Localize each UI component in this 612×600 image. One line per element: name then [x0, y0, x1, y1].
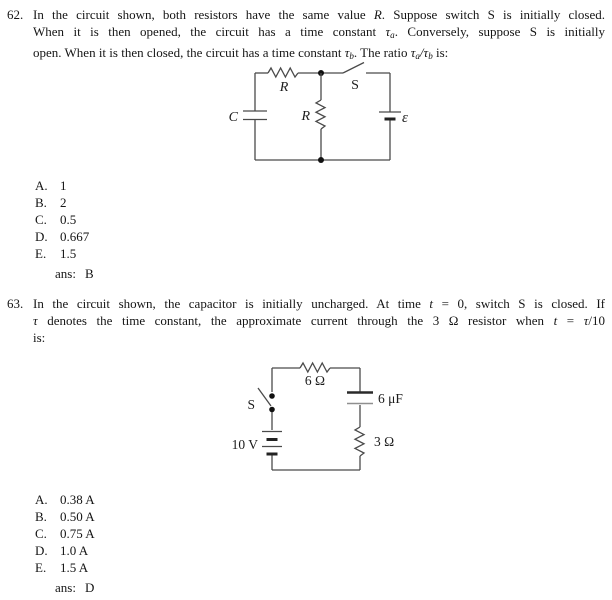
switch-contact-dot — [269, 393, 275, 399]
choice-letter: E. — [35, 560, 47, 575]
choice-text: 1.5 A — [60, 560, 89, 575]
question-62-line-3: open. When it is then closed, the circuit has a time constant $\tau_b$. The ratio $\tau_a/\tau_b$ is: — [33, 45, 449, 61]
answer-label: ans: — [55, 266, 76, 281]
question-63-line-3: is: — [33, 330, 46, 345]
question-62-choices — [0, 177, 94, 282]
choice-text: 0.50 A — [60, 509, 95, 524]
label-battery: 10 V — [231, 437, 258, 452]
answer-row — [0, 265, 94, 282]
choice-row — [0, 542, 95, 559]
question-63-line-2: τ denotes the time constant, the approximate current through the 3 Ω resistor when t = τ/10 — [33, 313, 605, 328]
label-mid-resistor: R — [301, 109, 310, 124]
answer-value: D — [84, 580, 95, 595]
label-switch: S — [351, 78, 359, 93]
choice-letter: E. — [35, 246, 47, 261]
choice-text: 0.5 — [60, 212, 77, 227]
label-emf: ε — [402, 110, 408, 126]
choice-letter: C. — [35, 526, 47, 541]
label-capacitor: 6 μF — [378, 391, 403, 406]
question-62-number: 62. — [7, 7, 24, 22]
choice-text: 0.667 — [60, 229, 90, 244]
answer-value: B — [84, 266, 94, 281]
answer-label: ans: — [55, 580, 76, 595]
choice-letter: B. — [35, 509, 47, 524]
choice-letter: A. — [35, 178, 48, 193]
choice-letter: D. — [35, 229, 48, 244]
switch-icon — [258, 388, 271, 406]
question-63-choices — [0, 491, 95, 596]
label-top-resistor: 6 Ω — [304, 373, 326, 388]
choice-row — [0, 228, 94, 245]
resistor-top-icon — [268, 68, 298, 77]
question-63-text — [33, 295, 605, 346]
resistor-right-icon — [355, 427, 364, 456]
choice-row — [0, 194, 94, 211]
choice-letter: C. — [35, 212, 47, 227]
choice-row — [0, 245, 94, 262]
question-63-number: 63. — [7, 296, 24, 311]
circuit-diagram-62 — [215, 55, 425, 170]
choice-row — [0, 559, 95, 576]
label-capacitor: C — [228, 110, 238, 125]
question-62-line-1: In the circuit shown, both resistors have the same value R. Suppose switch S is initially closed. — [33, 7, 605, 22]
choice-row — [0, 525, 95, 542]
resistor-top-icon — [300, 363, 330, 372]
answer-row — [0, 579, 95, 596]
node-dot — [318, 157, 324, 163]
resistor-mid-icon — [316, 100, 325, 129]
label-top-resistor: R — [279, 80, 289, 95]
choice-row — [0, 491, 95, 508]
choice-letter: D. — [35, 543, 48, 558]
choice-text: 2 — [60, 195, 67, 210]
choice-text: 1.0 A — [60, 543, 89, 558]
choice-letter: A. — [35, 492, 48, 507]
switch-contact-dot — [269, 407, 275, 413]
choice-row — [0, 211, 94, 228]
choice-text: 0.38 A — [60, 492, 95, 507]
choice-letter: B. — [35, 195, 47, 210]
switch-icon — [343, 63, 364, 74]
question-63-line-1: In the circuit shown, the capacitor is initially uncharged. At time t = 0, switch S is closed. If — [33, 296, 605, 311]
label-switch: S — [247, 397, 255, 412]
choice-row — [0, 508, 95, 525]
question-62-line-2: When it is then opened, the circuit has a time constant $\tau_a$. Conversely, suppose S is initially — [33, 24, 605, 40]
choice-row — [0, 177, 94, 194]
circuit-diagram-63 — [225, 355, 430, 480]
choice-text: 1 — [60, 178, 67, 193]
choice-text: 1.5 — [60, 246, 77, 261]
choice-text: 0.75 A — [60, 526, 95, 541]
label-right-resistor: 3 Ω — [374, 434, 395, 449]
